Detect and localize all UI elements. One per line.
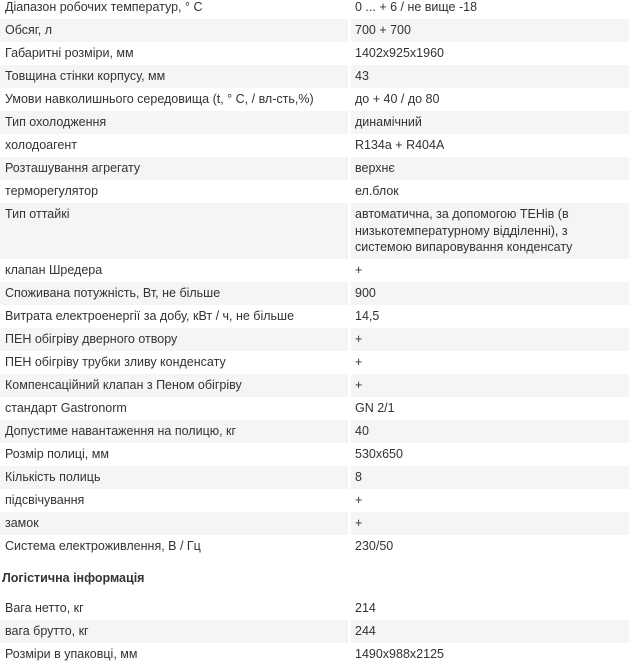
spec-value: +: [348, 489, 629, 512]
spec-value: 14,5: [348, 305, 629, 328]
spec-row: [0, 489, 629, 512]
spec-label: ПЕН обігріву дверного отвору: [0, 328, 348, 351]
spec-row: [0, 328, 629, 351]
logistics-row: [0, 620, 629, 643]
spec-row: [0, 466, 629, 489]
spec-value: 700 + 700: [348, 19, 629, 42]
spec-label: Обсяг, л: [0, 19, 348, 42]
spec-label: Діапазон робочих температур, ° С: [5, 0, 203, 14]
logistics-value: 214: [348, 597, 629, 620]
spec-row: [0, 0, 629, 19]
spec-label: Допустиме навантаження на полицю, кг: [0, 420, 348, 443]
spec-row: [0, 305, 629, 328]
spec-row: [0, 134, 629, 157]
spec-label: Розмір полиці, мм: [5, 446, 109, 461]
spec-value: 0 ... + 6 / не вище -18: [348, 0, 629, 19]
spec-value: 8: [348, 466, 629, 489]
spec-row: [0, 111, 629, 134]
spec-value: +: [348, 512, 629, 535]
spec-value: +: [348, 351, 629, 374]
spec-label: клапан Шредера: [5, 262, 103, 277]
spec-value: до + 40 / до 80: [348, 88, 629, 111]
spec-row: [0, 88, 629, 111]
spec-label: замок: [0, 512, 348, 535]
spec-row: [0, 42, 629, 65]
spec-label: терморегулятор: [5, 184, 99, 198]
spec-row: [0, 420, 629, 443]
spec-row: [0, 397, 629, 420]
spec-value: GN 2/1: [348, 397, 629, 420]
spec-label: ПЕН обігріву трубки зливу конденсату: [5, 354, 226, 369]
spec-value: 530x650: [348, 443, 629, 466]
logistics-label: Розміри в упаковці, мм: [5, 646, 138, 661]
logistics-label: вага брутто, кг: [0, 620, 348, 643]
spec-value: 900: [348, 282, 629, 305]
spec-row: [0, 535, 629, 558]
spec-row: [0, 282, 629, 305]
spec-label: Тип охолодження: [0, 111, 348, 134]
spec-value: динамічний: [348, 111, 629, 134]
spec-value: R134a + R404A: [348, 134, 629, 157]
spec-row: [0, 157, 629, 180]
spec-row: [0, 351, 629, 374]
spec-row: [0, 259, 629, 282]
spec-label: Товщина стінки корпусу, мм: [0, 65, 348, 88]
spec-value: 43: [348, 65, 629, 88]
spec-value: 40: [348, 420, 629, 443]
spec-value: +: [348, 328, 629, 351]
spec-label: Система електроживлення, В / Гц: [5, 538, 201, 553]
spec-value: 230/50: [348, 535, 629, 558]
spec-label: підсвічування: [5, 492, 85, 507]
logistics-heading: Логістична інформація: [2, 570, 145, 585]
spec-value: автоматична, за допомогою ТЕНів (в низькотемпературному відділенні), з системою випаровування конденсату: [348, 203, 629, 259]
spec-label: Умови навколишнього середовища (t, ° C, / вл-сть,%): [5, 92, 314, 106]
spec-label: стандарт Gastronorm: [5, 400, 127, 415]
spec-label: Габаритні розміри, мм: [5, 46, 134, 60]
logistics-row: [0, 643, 629, 666]
spec-label: Витрата електроенергії за добу, кВт / ч, не більше: [5, 308, 295, 323]
logistics-label: Вага нетто, кг: [5, 600, 84, 615]
logistics-value: 1490x988x2125: [348, 643, 629, 666]
spec-row: [0, 65, 629, 88]
spec-value: ел.блок: [348, 180, 629, 203]
spec-value: +: [348, 259, 629, 282]
spec-row: [0, 374, 629, 397]
spec-value: верхнє: [348, 157, 629, 180]
spec-label: Тип оттайкі: [0, 203, 348, 259]
spec-value: +: [348, 374, 629, 397]
spec-label: Споживана потужність, Вт, не більше: [0, 282, 348, 305]
logistics-value: 244: [348, 620, 629, 643]
logistics-table: [0, 597, 629, 666]
spec-label: Розташування агрегату: [0, 157, 348, 180]
spec-value: 1402x925x1960: [348, 42, 629, 65]
spec-row: [0, 203, 629, 259]
spec-row: [0, 443, 629, 466]
spec-label: Компенсаційний клапан з Пеном обігріву: [0, 374, 348, 397]
spec-label: холодоагент: [5, 138, 77, 152]
spec-row: [0, 19, 629, 42]
spec-row: [0, 512, 629, 535]
logistics-row: [0, 597, 629, 620]
spec-label: Кількість полиць: [0, 466, 348, 489]
spec-row: [0, 180, 629, 203]
